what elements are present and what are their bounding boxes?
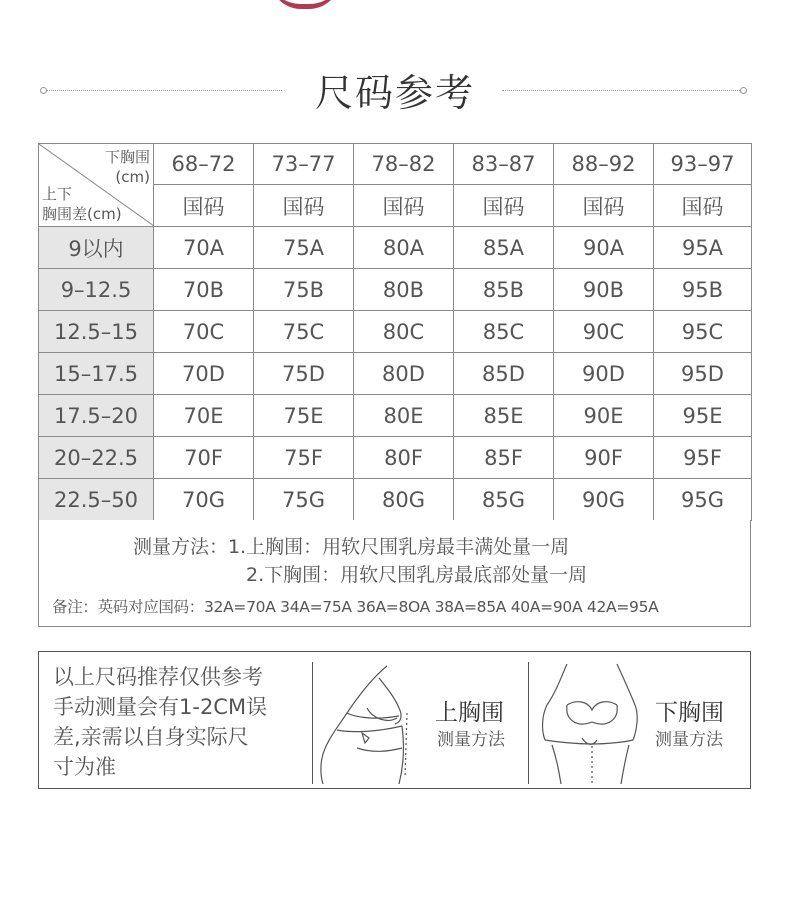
standard-label-cell: 国码 bbox=[154, 185, 254, 227]
tip-text bbox=[53, 662, 313, 782]
size-cell: 85A bbox=[454, 227, 554, 269]
page-title: 尺码参考 bbox=[314, 71, 475, 115]
standard-label-cell: 国码 bbox=[654, 185, 752, 227]
size-conversion-note: 备注：英码对应国码：32A=70A 34A=75A 36A=8OA 38A=85A 40A=90A 42A=95A bbox=[52, 598, 659, 616]
size-cell: 75F bbox=[254, 437, 354, 479]
size-cell: 85F bbox=[454, 437, 554, 479]
standard-label-cell: 国码 bbox=[454, 185, 554, 227]
underbust-range-cell: 93–97 bbox=[654, 144, 752, 185]
bust-difference-cell: 20–22.5 bbox=[39, 437, 154, 479]
tips-box bbox=[38, 651, 751, 789]
size-cell: 70G bbox=[154, 479, 254, 521]
method-line-upper: 测量方法：1.上胸围：用软尺围乳房最丰满处量一周 bbox=[133, 536, 570, 558]
size-cell: 70C bbox=[154, 311, 254, 353]
size-cell: 95A bbox=[654, 227, 752, 269]
underbust-range-cell: 68–72 bbox=[154, 144, 254, 185]
divider-line bbox=[312, 662, 313, 784]
size-cell: 85D bbox=[454, 353, 554, 395]
bust-difference-cell: 9以内 bbox=[39, 227, 154, 269]
tip-line: 寸为准 bbox=[53, 755, 116, 779]
size-cell: 75A bbox=[254, 227, 354, 269]
size-cell: 85B bbox=[454, 269, 554, 311]
size-cell: 95D bbox=[654, 353, 752, 395]
size-cell: 70D bbox=[154, 353, 254, 395]
size-cell: 80D bbox=[354, 353, 454, 395]
size-cell: 95B bbox=[654, 269, 752, 311]
divider-line bbox=[528, 662, 529, 784]
size-cell: 85G bbox=[454, 479, 554, 521]
standard-label-cell: 国码 bbox=[254, 185, 354, 227]
size-cell: 90E bbox=[554, 395, 654, 437]
size-cell: 80E bbox=[354, 395, 454, 437]
underbust-range-cell: 83–87 bbox=[454, 144, 554, 185]
bust-difference-cell: 9–12.5 bbox=[39, 269, 154, 311]
size-cell: 75B bbox=[254, 269, 354, 311]
size-cell: 90G bbox=[554, 479, 654, 521]
size-cell: 95E bbox=[654, 395, 752, 437]
bust-difference-cell: 15–17.5 bbox=[39, 353, 154, 395]
upper-bust-title: 上胸围 bbox=[435, 700, 504, 726]
table-corner-cell bbox=[39, 144, 154, 227]
bust-difference-cell: 12.5–15 bbox=[39, 311, 154, 353]
size-cell: 90B bbox=[554, 269, 654, 311]
size-cell: 80C bbox=[354, 311, 454, 353]
size-cell: 95G bbox=[654, 479, 752, 521]
table-row bbox=[39, 311, 752, 353]
standard-label-cell: 国码 bbox=[354, 185, 454, 227]
bust-difference-cell: 22.5–50 bbox=[39, 479, 154, 521]
size-cell: 80A bbox=[354, 227, 454, 269]
corner-underbust-label: 下胸围 (cm) bbox=[104, 148, 150, 186]
top-decorative-arc bbox=[270, 0, 340, 9]
dot-right-icon bbox=[740, 87, 747, 94]
tip-line: 差,亲需以自身实际尺 bbox=[53, 725, 249, 749]
size-cell: 80B bbox=[354, 269, 454, 311]
upper-bust-subtitle: 测量方法 bbox=[437, 730, 505, 750]
size-cell: 85E bbox=[454, 395, 554, 437]
table-row bbox=[39, 479, 752, 521]
size-cell: 85C bbox=[454, 311, 554, 353]
size-cell: 95F bbox=[654, 437, 752, 479]
size-cell: 70E bbox=[154, 395, 254, 437]
size-cell: 90A bbox=[554, 227, 654, 269]
measurement-method-box bbox=[38, 520, 751, 627]
table-row bbox=[39, 353, 752, 395]
table-row bbox=[39, 227, 752, 269]
table-row bbox=[39, 395, 752, 437]
size-cell: 70F bbox=[154, 437, 254, 479]
lower-bust-figure-icon bbox=[537, 660, 647, 784]
size-cell: 95C bbox=[654, 311, 752, 353]
title-section bbox=[0, 62, 790, 122]
size-cell: 70B bbox=[154, 269, 254, 311]
size-chart-table bbox=[38, 143, 752, 521]
tip-line: 以上尺码推荐仅供参考 bbox=[53, 665, 263, 689]
size-cell: 75E bbox=[254, 395, 354, 437]
standard-label-cell: 国码 bbox=[554, 185, 654, 227]
size-cell: 70A bbox=[154, 227, 254, 269]
underbust-range-cell: 88–92 bbox=[554, 144, 654, 185]
size-cell: 90D bbox=[554, 353, 654, 395]
upper-bust-figure-icon bbox=[317, 658, 417, 784]
lower-bust-title: 下胸围 bbox=[655, 700, 724, 726]
dotted-divider-right bbox=[502, 90, 740, 91]
size-cell: 75D bbox=[254, 353, 354, 395]
table-header-row bbox=[39, 144, 752, 185]
size-cell: 80F bbox=[354, 437, 454, 479]
method-line-lower: 2.下胸围：用软尺围乳房最底部处量一周 bbox=[246, 564, 588, 586]
underbust-range-cell: 78–82 bbox=[354, 144, 454, 185]
underbust-range-cell: 73–77 bbox=[254, 144, 354, 185]
size-cell: 90F bbox=[554, 437, 654, 479]
size-cell: 75G bbox=[254, 479, 354, 521]
corner-difference-label: 上下 胸围差(cm) bbox=[42, 185, 122, 223]
tip-line: 手动测量会有1-2CM误 bbox=[53, 695, 268, 719]
table-row bbox=[39, 437, 752, 479]
size-cell: 90C bbox=[554, 311, 654, 353]
size-cell: 75C bbox=[254, 311, 354, 353]
size-cell: 80G bbox=[354, 479, 454, 521]
table-row bbox=[39, 269, 752, 311]
bust-difference-cell: 17.5–20 bbox=[39, 395, 154, 437]
lower-bust-subtitle: 测量方法 bbox=[655, 730, 723, 750]
